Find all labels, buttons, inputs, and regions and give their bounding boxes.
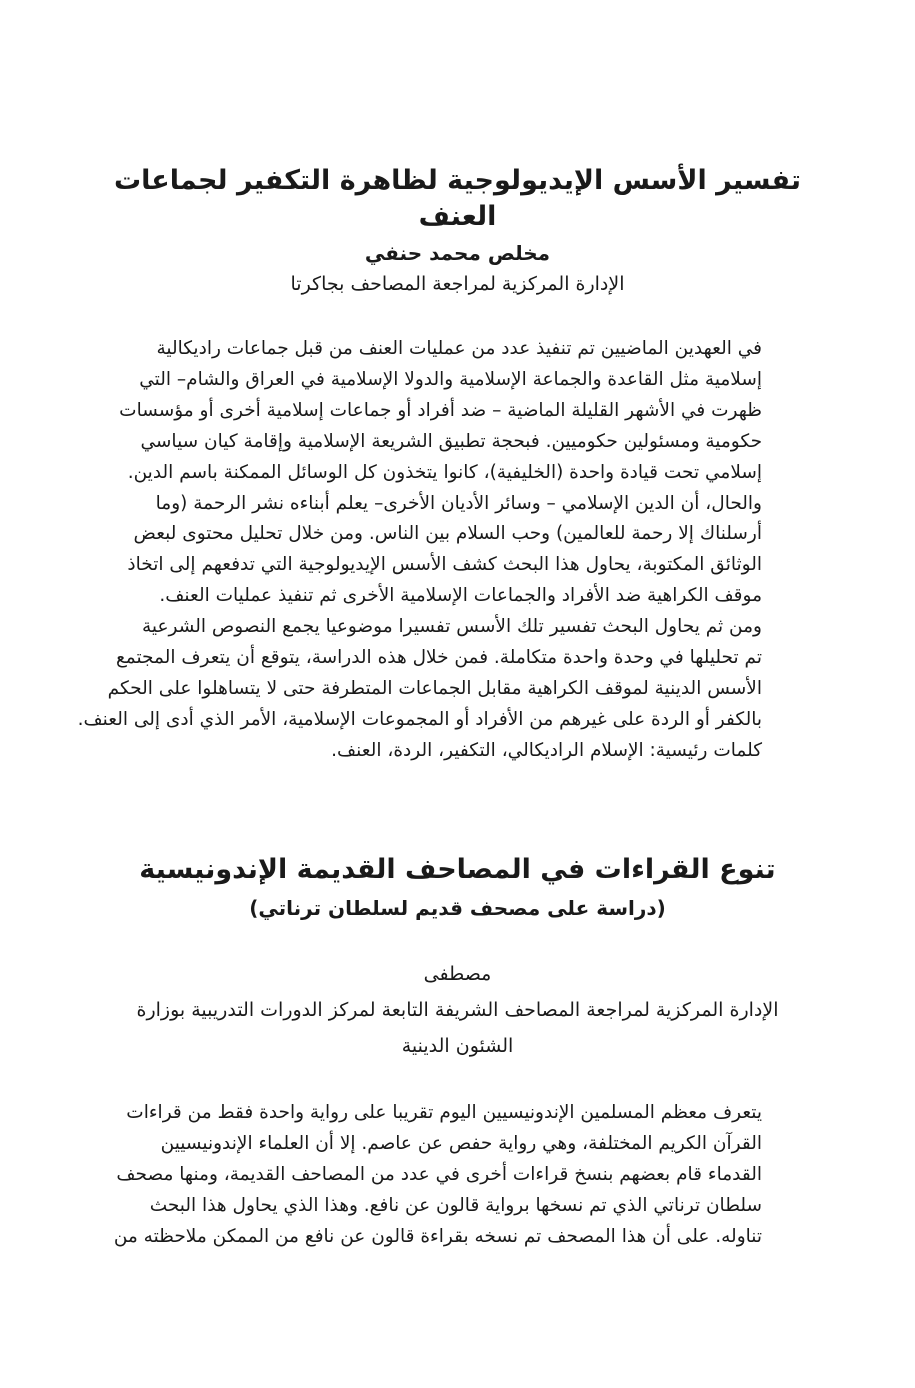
abstract-line: القدماء قام بعضهم بنسخ قراءات أخرى في عدد من المصاحف القديمة، ومنها مصحف: [116, 1163, 762, 1185]
abstract-line: يتعرف معظم المسلمين الإندونيسيين اليوم تقريبا على رواية واحدة فقط من قراءات: [126, 1102, 762, 1123]
abstract-line: الوثائق المكتوبة، يحاول هذا البحث كشف الأسس الإيديولوجية التي تدفعهم إلى اتخاذ: [127, 554, 762, 576]
abstract-line: في العهدين الماضيين تم تنفيذ عدد من عمليات العنف من قبل جماعات راديكالية: [156, 338, 762, 359]
article2-title: تنوع القراءات في المصاحف القديمة الإندونيسية: [139, 854, 776, 885]
article2-affiliation-line2: الشئون الدينية: [401, 1035, 514, 1057]
abstract-line: إسلامي تحت قيادة واحدة (الخليفية)، كانوا يتخذون كل الوسائل الممكنة باسم الدين.: [127, 461, 762, 483]
article2-author: مصطفى: [423, 963, 492, 985]
abstract-line: إسلامية مثل القاعدة والجماعة الإسلامية والدولا الإسلامية في العراق والشام– التي: [139, 368, 762, 390]
article2-abstract: [113, 1098, 762, 1253]
abstract-line: تم تحليلها في وحدة واحدة متكاملة. فمن خلال هذه الدراسة، يتوقع أن يتعرف المجتمع: [115, 647, 762, 669]
article1-affiliation: الإدارة المركزية لمراجعة المصاحف بجاكرتا: [290, 273, 625, 295]
article1-author: مخلص محمد حنفي: [364, 241, 551, 265]
abstract-line: سلطان ترناتي الذي تم نسخها برواية قالون عن نافع. وهذا الذي يحاول هذا البحث: [149, 1194, 762, 1216]
abstract-line: حكومية ومسئولين حكوميين. فبحجة تطبيق الشريعة الإسلامية وإقامة كيان سياسي: [140, 430, 762, 452]
abstract-line: أرسلناك إلا رحمة للعالمين) وحب السلام بين الناس. ومن خلال تحليل محتوى لبعض: [133, 523, 762, 545]
article1-title: تفسير الأسس الإيديولوجية لظاهرة التكفير لجماعات العنف: [114, 165, 801, 232]
abstract-line: موقف الكراهية ضد الأفراد والجماعات الإسلامية الأخرى ثم تنفيذ عمليات العنف.: [159, 585, 762, 607]
article2-subtitle: (دراسة على مصحف قديم لسلطان ترناتي): [249, 896, 666, 920]
abstract-line: والحال، أن الدين الإسلامي – وسائر الأديان الأخرى– يعلم أبناءه نشر الرحمة (وما: [155, 492, 762, 514]
article2-affiliation-line1: الإدارة المركزية لمراجعة المصاحف الشريفة التابعة لمركز الدورات التدريبية بوزارة: [136, 999, 779, 1021]
abstract-line: القرآن الكريم المختلفة، وهي رواية حفص عن عاصم. إلا أن العلماء الإندونيسيين: [160, 1132, 762, 1154]
keywords-line: كلمات رئيسية: الإسلام الراديكالي، التكفير، الردة، العنف.: [331, 739, 762, 761]
abstract-line: ظهرت في الأشهر القليلة الماضية – ضد أفراد أو جماعات إسلامية أخرى أو مؤسسات: [119, 399, 762, 421]
abstract-line: ومن ثم يحاول البحث تفسير تلك الأسس تفسيرا موضوعيا يجمع النصوص الشرعية: [141, 616, 762, 638]
abstract-line: بالكفر أو الردة على غيرهم من الأفراد أو المجموعات الإسلامية، الأمر الذي أدى إلى العنف.: [77, 708, 762, 730]
abstract-line: الأسس الدينية لموقف الكراهية مقابل الجماعات المتطرفة حتى لا يتساهلوا على الحكم: [107, 677, 762, 699]
abstract-line: تناوله. على أن هذا المصحف تم نسخه بقراءة قالون عن نافع من الممكن ملاحظته من: [113, 1225, 762, 1247]
article1-abstract: [77, 334, 762, 767]
